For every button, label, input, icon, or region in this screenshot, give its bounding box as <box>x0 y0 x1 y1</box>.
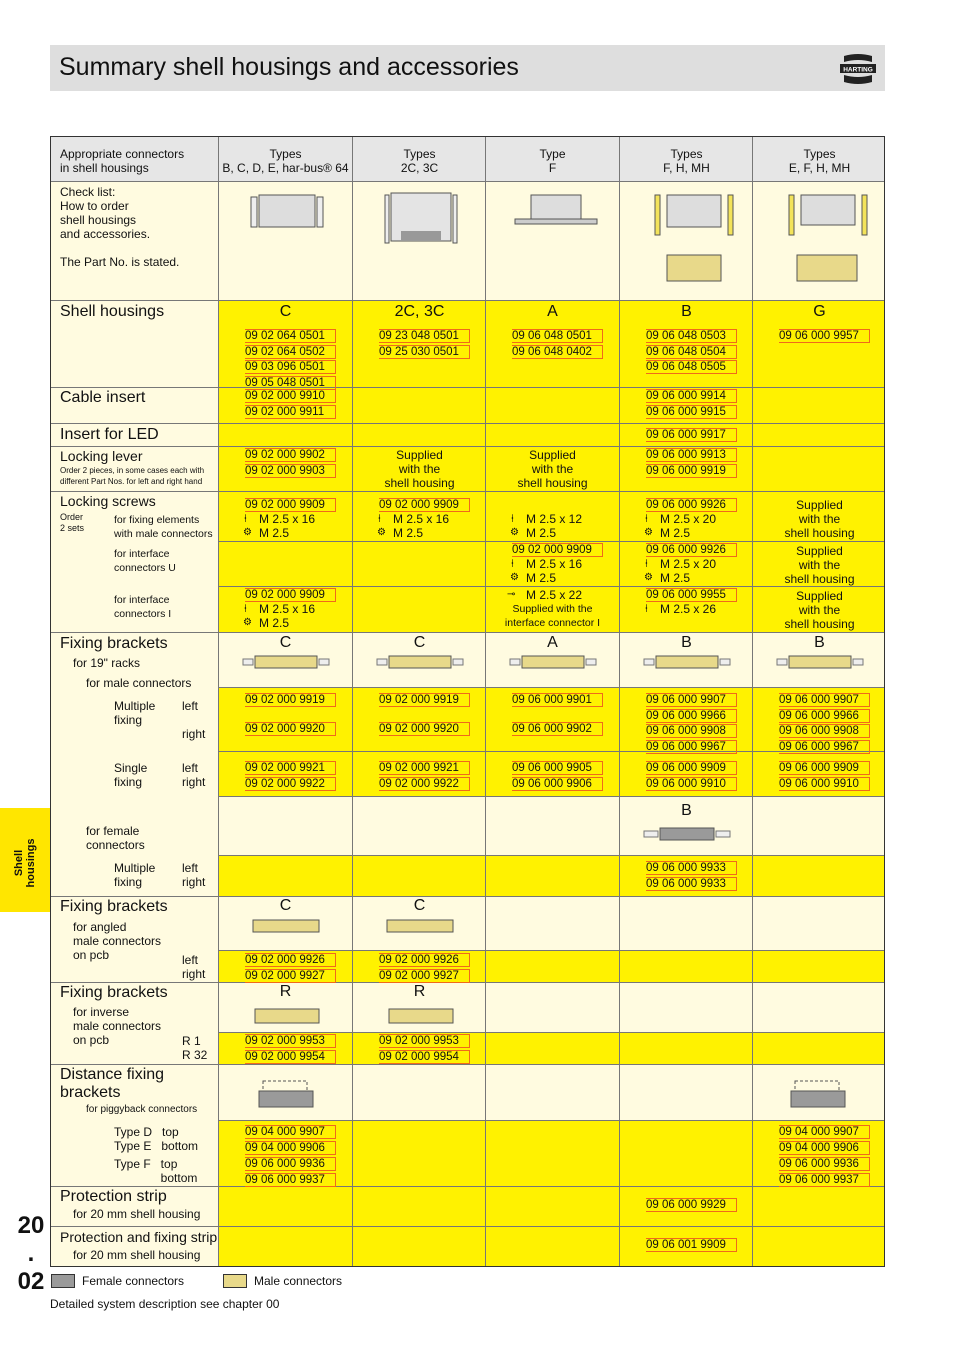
female-legend-label: Female connectors <box>82 1274 185 1288</box>
screws-r3-label: for interface connectors I <box>114 594 172 620</box>
part-number <box>512 709 602 721</box>
shell-pn-2 <box>379 329 470 360</box>
angled-bracket-image <box>241 915 331 937</box>
bracket-letter-4: B <box>681 634 692 651</box>
inverse-pn-1 <box>245 1034 336 1065</box>
footnote: Detailed system description see chapter 00 <box>50 1297 280 1311</box>
nut-icon: ⚙ <box>510 572 519 583</box>
part-number: 09 06 048 0504 <box>646 345 737 359</box>
part-number: 09 05 048 0501 <box>245 376 336 390</box>
part-number: 09 06 000 9906 <box>512 777 603 791</box>
part-number: 09 06 000 9933 <box>646 861 737 875</box>
part-number: 09 02 000 9922 <box>245 777 336 791</box>
multiple-right-label: right <box>182 727 206 741</box>
lever-pn-1 <box>245 448 336 479</box>
shell-pn-3 <box>512 329 603 360</box>
part-number: 09 06 000 9908 <box>779 724 870 738</box>
part-number: 09 02 000 9921 <box>379 761 470 775</box>
angled-sub: for angled male connectors on pcb <box>73 920 162 962</box>
part-number: 09 06 000 9913 <box>646 448 737 462</box>
part-number: 09 02 000 9909 <box>379 498 470 512</box>
screws-r3-spec-1: M 2.5 x 16 M 2.5 <box>259 602 316 630</box>
part-number: 09 02 000 9954 <box>245 1050 336 1064</box>
bracket-a-image <box>508 651 598 673</box>
part-number: 09 02 000 9922 <box>379 777 470 791</box>
angled-lr: left right <box>182 953 206 981</box>
protection-fixing-strip-label: Protection and fixing strip <box>60 1229 218 1245</box>
part-number: 09 06 000 9915 <box>646 405 737 419</box>
part-number: 09 02 000 9903 <box>245 464 336 478</box>
shell-housings-label: Shell housings <box>60 303 165 320</box>
part-number: 09 06 000 9917 <box>646 428 737 442</box>
part-number: 09 06 000 9933 <box>646 877 737 891</box>
distance-type-de: Type D top Type E bottom <box>114 1125 199 1153</box>
shell-pn-1 <box>245 329 336 391</box>
part-number: 09 06 000 9909 <box>779 761 870 775</box>
part-number: 09 02 000 9920 <box>379 722 470 736</box>
col-header-4: Types F, H, MH <box>663 147 710 175</box>
part-number: 09 06 000 9966 <box>779 709 870 723</box>
nut-icon: ⚙ <box>243 617 252 628</box>
female-image-row <box>219 797 884 855</box>
male-legend-swatch <box>223 1274 247 1288</box>
part-number: 09 06 000 9936 <box>245 1157 336 1171</box>
part-number: 09 06 000 9914 <box>646 389 737 403</box>
shell-letter-3: A <box>547 303 558 320</box>
female-legend-swatch <box>51 1274 75 1288</box>
col-header-5: Types E, F, H, MH <box>788 147 851 175</box>
shell-letter-5: G <box>813 303 826 320</box>
part-number: 09 06 048 0402 <box>512 345 603 359</box>
part-number: 09 06 000 9909 <box>646 761 737 775</box>
part-number: 09 03 096 0501 <box>245 360 336 374</box>
multiple-pn-1 <box>245 693 336 738</box>
female-bracket-letter: B <box>681 802 692 819</box>
part-number: 09 02 000 9926 <box>379 953 470 967</box>
nut-icon: ⚙ <box>644 572 653 583</box>
shell-housing-g-image <box>783 189 873 289</box>
bracket-b2-image <box>775 651 865 673</box>
screws-r1-spec-4: M 2.5 x 20 M 2.5 <box>660 512 717 540</box>
female-multiple-label: Multiple fixing <box>114 861 156 889</box>
distance-pn-1a <box>245 1125 336 1156</box>
shell-housing-b-image <box>649 189 739 289</box>
inverse-rr: R 1 R 32 <box>182 1034 208 1062</box>
header-label: Appropriate connectors in shell housings <box>60 147 185 175</box>
part-number: 09 02 000 9909 <box>245 498 336 512</box>
bracket-c2-image <box>375 651 465 673</box>
inverse-bracket-image <box>247 1005 327 1027</box>
screws-r3-supplied-5: Supplied with the shell housing <box>784 589 855 631</box>
shell-housing-c-image <box>247 189 327 239</box>
part-number: 09 06 000 9926 <box>646 543 737 557</box>
col-header-3: Type F <box>539 147 566 175</box>
part-number: 09 02 000 9926 <box>245 953 336 967</box>
part-number <box>245 709 335 721</box>
screw-icon: ⍿ <box>244 513 247 525</box>
multiple-pn-4 <box>646 693 737 755</box>
cable-pn-1 <box>245 389 336 420</box>
part-number: 09 06 000 9901 <box>512 693 603 707</box>
part-number: 09 06 000 9902 <box>512 722 603 736</box>
inverse-bracket-image-2 <box>381 1005 461 1027</box>
part-number: 09 02 000 9927 <box>379 969 470 983</box>
female-connectors-label: for female connectors <box>86 824 145 852</box>
single-lr-label: left right <box>182 761 206 789</box>
distance-pn-1b <box>245 1157 336 1188</box>
part-number: 09 06 000 9910 <box>646 777 737 791</box>
part-number: 09 02 000 9911 <box>245 405 336 419</box>
bracket-letter-1: C <box>279 634 292 651</box>
part-number: 09 06 000 9937 <box>245 1173 336 1187</box>
part-number: 09 06 000 9967 <box>779 740 870 754</box>
part-number: 09 02 000 9954 <box>379 1050 470 1064</box>
distance-pn-5a <box>779 1125 870 1156</box>
part-number: 09 06 000 9908 <box>646 724 737 738</box>
bracket-letter-3: A <box>547 634 558 651</box>
distance-type-f: Type F top bottom <box>114 1157 198 1185</box>
screws-order-note: Order 2 sets <box>60 512 85 533</box>
nut-icon: ⚙ <box>644 527 653 538</box>
female-bracket-image <box>642 823 732 845</box>
screw-icon: ⍿ <box>645 513 648 525</box>
screws-r1-spec-2: M 2.5 x 16 M 2.5 <box>393 512 450 540</box>
multiple-fixing-label: Multiple fixing <box>114 699 156 727</box>
harting-logo <box>838 52 878 86</box>
inverse-letter-2: R <box>413 983 426 1000</box>
brackets-sub-racks: for 19" racks <box>73 656 140 670</box>
angled-bracket-image-2 <box>375 915 465 937</box>
angled-letter-1: C <box>279 897 292 914</box>
part-number: 09 04 000 9906 <box>245 1141 336 1155</box>
screw-icon: ⍿ <box>511 513 514 525</box>
part-number: 09 02 000 9909 <box>245 588 336 602</box>
part-number: 09 06 048 0501 <box>512 329 603 343</box>
part-number: 09 04 000 9907 <box>779 1125 870 1139</box>
multiple-pn-3 <box>512 693 603 738</box>
screws-r2-spec-3: M 2.5 x 16 M 2.5 <box>526 557 583 585</box>
distance-brackets-label: Distance fixing brackets <box>60 1066 165 1101</box>
multiple-pn-5 <box>779 693 870 755</box>
logo-text: HARTING <box>843 66 873 74</box>
part-number: 09 02 000 9910 <box>245 389 336 403</box>
part-number: 09 02 000 9920 <box>245 722 336 736</box>
screws-r1-supplied-5: Supplied with the shell housing <box>784 498 855 540</box>
angled-pn-1 <box>245 953 336 984</box>
part-number: 09 06 000 9910 <box>779 777 870 791</box>
screw-icon: ⍿ <box>244 603 247 615</box>
distance-bracket-image-2 <box>783 1077 853 1113</box>
lever-supplied-3: Supplied with the shell housing <box>517 448 588 490</box>
part-number: 09 06 001 9909 <box>646 1238 737 1252</box>
screw-icon: ⍿ <box>645 558 648 570</box>
screws-r1-spec-1: M 2.5 x 16 M 2.5 <box>259 512 316 540</box>
page-title: Summary shell housings and accessories <box>59 53 519 81</box>
single-pn-4 <box>646 761 737 792</box>
shell-housing-2c-image <box>381 189 461 251</box>
screws-r2-supplied-5: Supplied with the shell housing <box>784 544 855 586</box>
part-number: 09 06 000 9926 <box>646 498 737 512</box>
lever-supplied-2: Supplied with the shell housing <box>384 448 455 490</box>
col-header-1: Types B, C, D, E, har-bus® 64 <box>222 147 349 175</box>
page-number: 20 . 02 <box>17 1212 45 1295</box>
part-number: 09 02 000 9909 <box>512 543 603 557</box>
side-tab[interactable] <box>0 808 50 912</box>
female-lr-label: left right <box>182 861 206 889</box>
part-number: 09 25 030 0501 <box>379 345 470 359</box>
checklist-text: Check list: How to order shell housings and accessories. The Part No. is stated. <box>60 185 180 269</box>
part-number: 09 06 000 9967 <box>646 740 737 754</box>
screw-icon: ⍿ <box>378 513 381 525</box>
title-bar <box>50 45 885 91</box>
inverse-pn-2 <box>379 1034 470 1065</box>
screw-icon: ⍿ <box>645 603 648 615</box>
distance-bracket-image <box>251 1077 321 1113</box>
shell-pn-4 <box>646 329 737 376</box>
part-number: 09 06 048 0505 <box>646 360 737 374</box>
strip-pn-4 <box>646 1198 737 1214</box>
part-number: 09 02 000 9953 <box>245 1034 336 1048</box>
brackets-sub-male: for male connectors <box>86 676 192 690</box>
part-number: 09 02 064 0501 <box>245 329 336 343</box>
shell-pn-5 <box>779 329 870 345</box>
shell-letter-1: C <box>279 303 292 320</box>
strip2-pn-4 <box>646 1238 737 1254</box>
nut-icon: ⚙ <box>377 527 386 538</box>
part-number: 09 06 048 0503 <box>646 329 737 343</box>
locking-screws-label: Locking screws <box>60 493 156 509</box>
part-number: 09 06 000 9929 <box>646 1198 737 1212</box>
angled-pn-2 <box>379 953 470 984</box>
screws-r2-spec-4: M 2.5 x 20 M 2.5 <box>660 557 717 585</box>
nut-icon: ⚙ <box>243 527 252 538</box>
multiple-pn-2 <box>379 693 470 738</box>
bracket-b-image <box>642 651 732 673</box>
part-number: 09 06 000 9905 <box>512 761 603 775</box>
part-number: 09 02 000 9921 <box>245 761 336 775</box>
distance-pn-5b <box>779 1157 870 1188</box>
protection-strip-label: Protection strip <box>60 1188 167 1205</box>
part-number: 09 02 000 9919 <box>245 693 336 707</box>
single-pn-2 <box>379 761 470 792</box>
led-insert-label: Insert for LED <box>60 426 159 443</box>
inverse-letter-1: R <box>279 983 292 1000</box>
shell-letter-2: 2C, 3C <box>394 303 445 320</box>
angled-letter-2: C <box>413 897 426 914</box>
lever-pn-4 <box>646 448 737 479</box>
col-header-2: Types 2C, 3C <box>400 147 439 175</box>
screws-r3-supplied-3: Supplied with the interface connector I <box>504 603 601 629</box>
part-number: 09 04 000 9907 <box>245 1125 336 1139</box>
bolt-icon: ⊸ <box>507 589 516 600</box>
screws-r2-label: for interface connectors U <box>114 548 176 574</box>
distance-sub: for piggyback connectors <box>86 1104 198 1115</box>
nut-icon: ⚙ <box>510 527 519 538</box>
bracket-letter-2: C <box>413 634 426 651</box>
fixing-brackets-label: Fixing brackets <box>60 635 168 652</box>
part-number: 09 02 000 9953 <box>379 1034 470 1048</box>
led-pn-4 <box>646 428 737 444</box>
female-pn-4 <box>646 861 737 892</box>
part-number: 09 04 000 9906 <box>779 1141 870 1155</box>
screws-r1-label: for fixing elements with male connectors <box>114 514 213 540</box>
part-number: 09 06 000 9957 <box>779 329 870 343</box>
cable-insert-label: Cable insert <box>60 389 146 406</box>
single-pn-5 <box>779 761 870 792</box>
part-number: 09 23 048 0501 <box>379 329 470 343</box>
shell-letter-4: B <box>681 303 692 320</box>
part-number: 09 02 000 9902 <box>245 448 336 462</box>
bracket-c-image <box>241 651 331 673</box>
locking-lever-label: Locking lever <box>60 448 143 464</box>
part-number: 09 06 000 9937 <box>779 1173 870 1187</box>
screw-icon: ⍿ <box>511 558 514 570</box>
part-number <box>379 709 469 721</box>
male-legend-label: Male connectors <box>254 1274 343 1288</box>
locking-lever-note: Order 2 pieces, in some cases each with different Part Nos. for left and right hand <box>60 466 205 486</box>
part-number: 09 06 000 9907 <box>779 693 870 707</box>
part-number: 09 02 000 9919 <box>379 693 470 707</box>
side-tab-label: Shell housings <box>13 838 37 888</box>
inverse-brackets-label: Fixing brackets <box>60 984 168 1001</box>
protection-strip-sub: for 20 mm shell housing <box>73 1207 201 1221</box>
screws-r3-spec-3: M 2.5 x 22 <box>526 588 583 602</box>
cable-pn-4 <box>646 389 737 420</box>
single-pn-1 <box>245 761 336 792</box>
part-number: 09 06 000 9907 <box>646 693 737 707</box>
part-number: 09 02 064 0502 <box>245 345 336 359</box>
protection-fixing-strip-sub: for 20 mm shell housing <box>73 1248 201 1262</box>
part-number: 09 06 000 9936 <box>779 1157 870 1171</box>
part-number: 09 06 000 9919 <box>646 464 737 478</box>
summary-table <box>50 136 885 1267</box>
inverse-sub: for inverse male connectors on pcb <box>73 1005 162 1047</box>
part-number: 09 06 000 9966 <box>646 709 737 723</box>
multiple-left-label: left <box>182 699 199 713</box>
part-number: 09 02 000 9927 <box>245 969 336 983</box>
screws-r3-spec-4: M 2.5 x 26 <box>660 602 717 616</box>
bracket-letter-5: B <box>814 634 825 651</box>
part-number: 09 06 000 9955 <box>646 588 737 602</box>
shell-housing-a-image <box>511 189 601 234</box>
angled-brackets-label: Fixing brackets <box>60 898 168 915</box>
single-pn-3 <box>512 761 603 792</box>
screws-r1-spec-3: M 2.5 x 12 M 2.5 <box>526 512 583 540</box>
single-fixing-label: Single fixing <box>114 761 148 789</box>
